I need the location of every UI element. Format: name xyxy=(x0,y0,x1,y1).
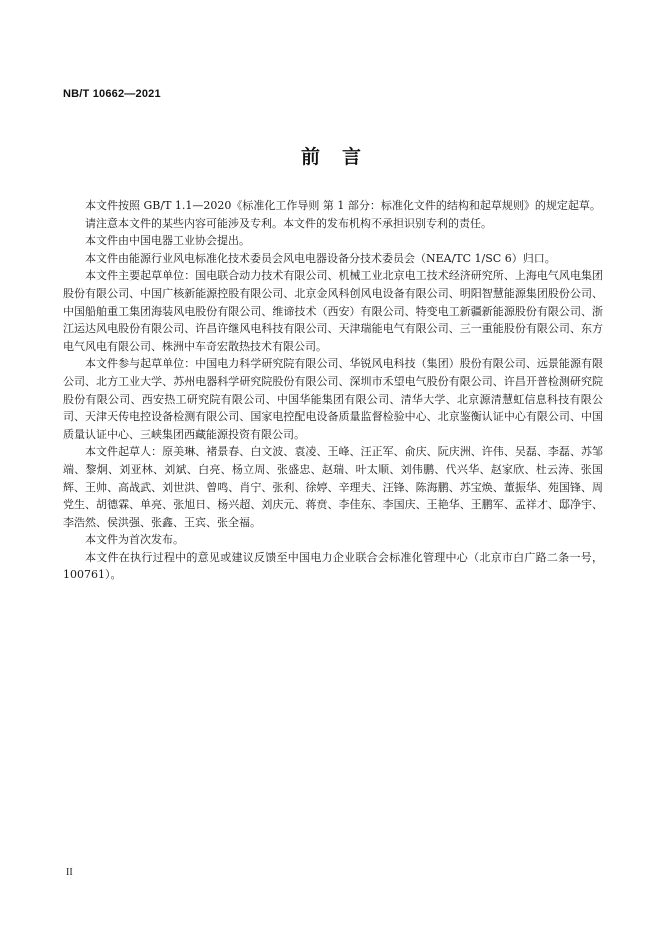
standard-number: NB/T 10662—2021 xyxy=(63,88,161,100)
foreword-body xyxy=(63,197,603,584)
paragraph-feedback: 本文件在执行过程中的意见或建议反馈至中国电力企业联合会标准化管理中心（北京市白广路二条一号，100761）。 xyxy=(63,550,603,582)
page-number: II xyxy=(66,867,73,878)
paragraph-patent-notice: 请注意本文件的某些内容可能涉及专利。本文件的发布机构不承担识别专利的责任。 xyxy=(85,216,492,230)
page-title: 前言 xyxy=(300,146,383,168)
paragraph-proposer: 本文件由中国电器工业协会提出。 xyxy=(85,234,250,248)
paragraph-main-drafters: 本文件主要起草单位：国电联合动力技术有限公司、机械工业北京电工技术经济研究所、上海电气风电集团股份有限公司、中国广核新能源控股有限公司、北京金风科创风电设备有限公司、明阳智慧能源集团股份公司、中国船舶重工集团海装风电股份有限公司、维谛技术（西安）有限公司、特变电工新疆新能源股份有限公司、浙江运达风电股份有限公司、许昌许继风电科技有限公司、天津瑞能电气有限公司、三一重能股份有限公司、东方电气风电有限公司、株洲中车奇宏散热技术有限公司。 xyxy=(63,269,603,353)
paragraph-committee: 本文件由能源行业风电标准化技术委员会风电电器设备分技术委员会（NEA/TC 1/SC 6）归口。 xyxy=(85,251,556,265)
paragraph-drafting-rules: 本文件按照 GB/T 1.1—2020《标准化工作导则 第 1 部分：标准化文件的结构和起草规则》的规定起草。 xyxy=(85,199,601,212)
paragraph-drafting-persons: 本文件起草人：原美琳、褚景春、白文波、袁凌、王峰、汪正军、俞庆、阮庆洲、许伟、吴磊、李磊、苏邹端、黎炯、刘亚林、刘斌、白亮、杨立周、张盛忠、赵瑞、叶太顺、刘伟鹏、代兴华、赵家欣、杜云涛、张国辉、王帅、高战武、刘世洪、曾鸣、肖宁、张利、徐婷、辛理夫、汪锋、陈海鹏、苏宝焕、董振华、苑国锋、周党生、胡德霖、单亮、张旭日、杨兴超、刘庆元、蒋贲、李佳东、李国庆、王艳华、王鹏军、孟祥才、邸净宇、李浩然、侯洪强、张鑫、王宾、张全福。 xyxy=(63,445,603,529)
paragraph-participating-drafters: 本文件参与起草单位：中国电力科学研究院有限公司、华锐风电科技（集团）股份有限公司、远景能源有限公司、北方工业大学、苏州电器科学研究院股份有限公司、深圳市禾望电气股份有限公司、许昌开普检测研究院股份有限公司、西安热工研究院有限公司、中国华能集团有限公司、清华大学、北京源清慧虹信息科技有限公司、天津天传电控设备检测有限公司、国家电控配电设备质量监督检验中心、北京鉴衡认证中心有限公司、中国质量认证中心、三峡集团西藏能源投资有限公司。 xyxy=(63,357,603,441)
paragraph-first-release: 本文件为首次发布。 xyxy=(85,533,184,547)
